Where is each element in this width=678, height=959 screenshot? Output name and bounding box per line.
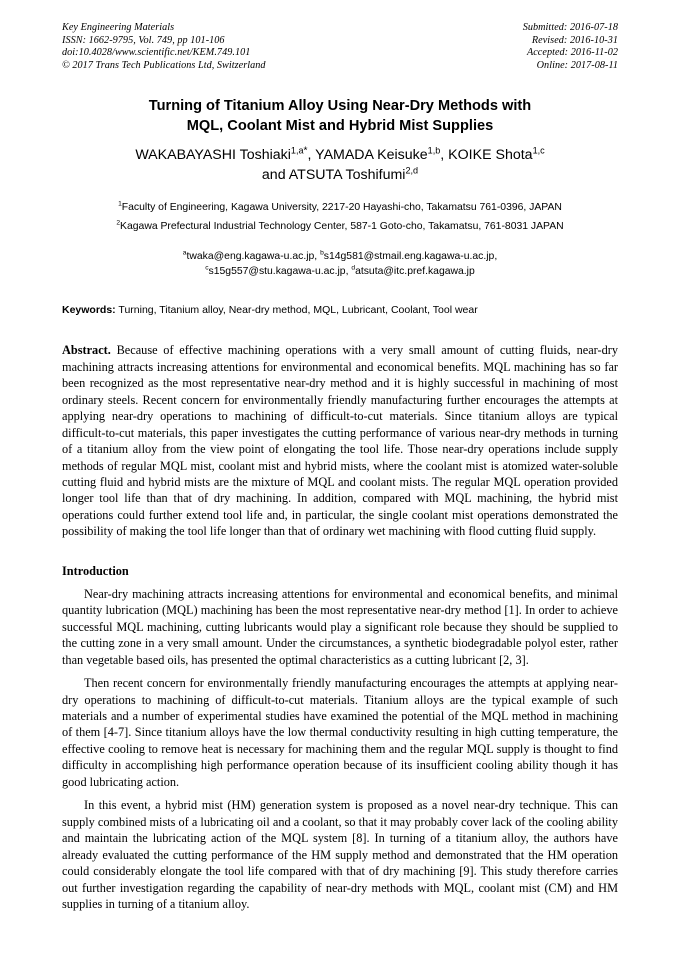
date-online: Online: 2017-08-11 (536, 59, 618, 71)
author-name-wakabayashi: WAKABAYASHI Toshiaki (135, 147, 291, 164)
date-revised: Revised: 2016-10-31 (531, 34, 618, 46)
affiliation-text-1: Faculty of Engineering, Kagawa University, 2217-20 Hayashi-cho, Takamatsu 761-0396, JAPAN (121, 202, 562, 214)
author-name-yamada: YAMADA Keisuke (315, 147, 428, 164)
email-line-2 (62, 264, 618, 279)
journal-header-right (523, 22, 618, 72)
date-accepted: Accepted: 2016-11-02 (526, 47, 618, 59)
corresponding-author-asterisk: * (303, 145, 308, 157)
abstract-text: Because of effective machining operations with a very small amount of cutting fluids, near-dry machining attracts increasing attentions for environmental and economical benefits. MQL machining has so far been recognized as the most representative near-dry method and it is highly successful in machining of most ordinary steels. Recent concern for environmentally friendly manufacturing further encourages the attempts at applying near-dry operations to machining of difficult-to-cut materials. Since titanium alloys are typical difficult-to-cut materials, this paper investigates the cutting performance of various near-dry methods in turning of a titanium alloy from the view point of elongating the tool life. Those near-dry operations include supply methods of regular MQL mist, coolant mist and hybrid mists, where the coolant mist is atomized water-soluble cutting fluid and hybrid mists are the mixture of MQL and coolant mists. The regular MQL operation provided longer tool life than that of dry machining. In addition, compared with MQL machining, the hybrid mist operations could further extend tool life and, in particular, the single coolant mist operations demonstrated the possibility of making the tool life longer than that of ordinary wet machining with flood cutting fluid supply. (62, 343, 618, 539)
affiliation-marker-1: 1 (118, 200, 122, 208)
email-address-c[interactable]: s15g557@stu.kagawa-u.ac.jp, (208, 265, 352, 277)
intro-paragraph-1: Near-dry machining attracts increasing attentions for environmental and economical benefits, and minimal quantity lubrication (MQL) machining has been the most representative near-dry method [1]. In order to achieve successful MQL machining, cutting lubricants would play a significant role because they should be supplied to the cutting zone in a very small amount. Under the circumstances, a synthetic biodegradable polyol ester, rather than vegetable based oils, has presented the optimal characteristics as a cutting lubricant [2, 3]. (62, 586, 618, 667)
journal-header-left (62, 22, 266, 72)
email-address-b[interactable]: s14g581@stmail.eng.kagawa-u.ac.jp, (323, 250, 498, 262)
journal-name: Key Engineering Materials (62, 22, 175, 33)
author-affil-marker-a: 1,a (290, 145, 304, 156)
intro-paragraph-2: Then recent concern for environmentally friendly manufacturing encourages the attempts at applying near-dry operations to machining of difficult-to-cut materials. Titanium alloys are the typical example of such materials and a number of experimental studies have examined the potential of the MQL method in machining of them [4-7]. Since titanium alloys have the low thermal conductivity resulting in high cutting temperature, the effective cooling to remove heat is necessary for machining them and the regular MQL supply is thought to find difficulty in accomplishing high performance operation because of its insufficient cooling ability though it has good lubricating action. (62, 676, 618, 789)
email-marker-c: c (205, 264, 209, 272)
affiliation-2 (62, 218, 618, 237)
keywords-row (62, 303, 618, 317)
email-address-d[interactable]: atsuta@itc.pref.kagawa.jp (355, 265, 475, 277)
email-line-1 (62, 249, 618, 264)
paper-title-line-2: MQL, Coolant Mist and Hybrid Mist Supplies (186, 117, 494, 134)
section-heading-introduction: Introduction (62, 563, 129, 578)
abstract-label: Abstract. (62, 343, 111, 358)
keywords-label: Keywords: (62, 304, 116, 317)
affiliation-marker-2: 2 (116, 219, 121, 227)
intro-paragraph-3: In this event, a hybrid mist (HM) generation system is proposed as a novel near-dry technique. This can supply combined mists of a lubricating oil and a coolant, so that it may probably cover lack of the cooling ability and maintain the lubricating action of the MQL system [8]. In turning of a titanium alloy, the authors have already evaluated the cutting performance of the HM supply method and demonstrated that the HM operation could considerably elongate the tool life compared with that of dry machining [9]. This study therefore carries out further investigation regarding the capability of near-dry methods with MQL, coolant mist (CM) and HM supplies in turning of a titanium alloy. (62, 798, 618, 911)
email-marker-d: d (351, 264, 356, 272)
journal-doi: doi:10.4028/www.scientific.net/KEM.749.101 (62, 47, 251, 59)
email-address-a[interactable]: twaka@eng.kagawa-u.ac.jp, (186, 250, 321, 262)
author-email-list (62, 249, 618, 280)
journal-header (62, 22, 618, 72)
author-affil-marker-c: 1,c (532, 145, 545, 156)
affiliation-list (62, 199, 618, 236)
email-marker-a: a (182, 249, 187, 257)
abstract-section (62, 342, 618, 539)
affiliation-1 (62, 199, 618, 218)
author-name-atsuta: and ATSUTA Toshifumi (261, 167, 406, 184)
email-marker-b: b (320, 249, 324, 257)
author-affil-marker-d: 2,d (405, 165, 419, 176)
page-content (62, 22, 618, 912)
author-line-1 (62, 145, 618, 165)
affiliation-text-2: Kagawa Prefectural Industrial Technology Center, 587-1 Goto-cho, Takamatsu, 761-8031 JAPAN (120, 220, 564, 232)
author-separator-1: , (307, 147, 316, 164)
author-name-koike: KOIKE Shota (448, 147, 533, 164)
journal-issn-volume: ISSN: 1662-9795, Vol. 749, pp 101-106 (62, 34, 225, 46)
author-separator-2: , (440, 147, 449, 164)
keywords-values: Turning, Titanium alloy, Near-dry method, MQL, Lubricant, Coolant, Tool wear (118, 304, 478, 317)
author-list (62, 145, 618, 185)
paper-title-line-1: Turning of Titanium Alloy Using Near-Dry Methods with (148, 98, 532, 115)
journal-copyright: © 2017 Trans Tech Publications Ltd, Switzerland (62, 59, 266, 71)
date-submitted: Submitted: 2016-07-18 (522, 22, 618, 33)
paper-title (62, 97, 618, 136)
author-line-2 (62, 165, 618, 185)
author-affil-marker-b: 1,b (427, 145, 441, 156)
